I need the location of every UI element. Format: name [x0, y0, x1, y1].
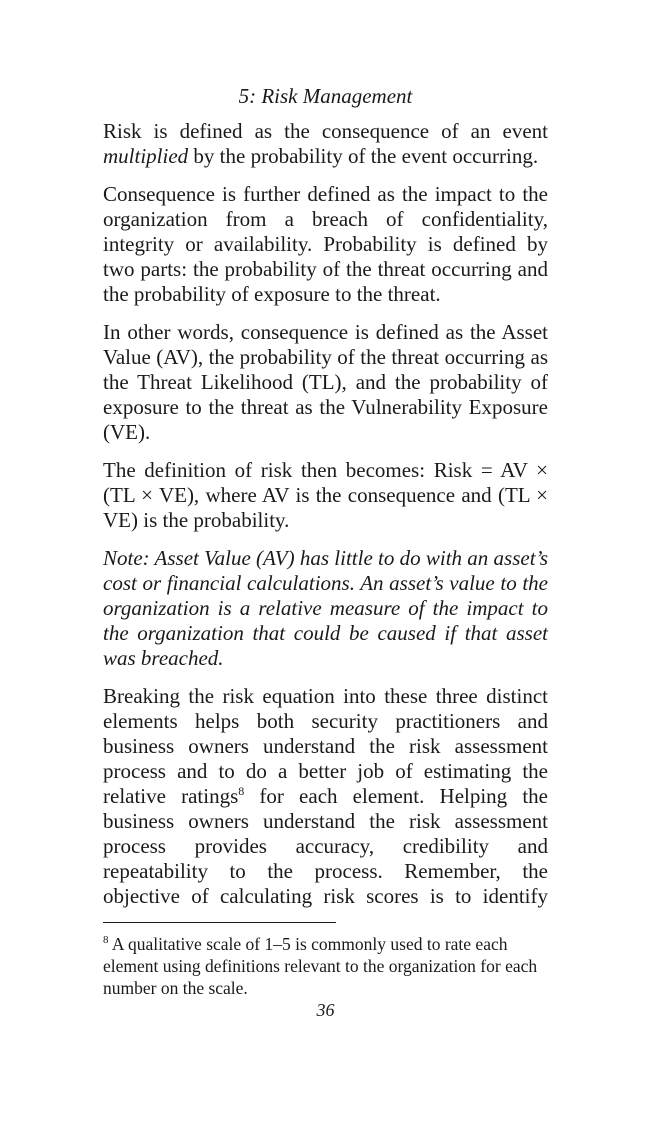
emphasis-multiplied: multiplied: [103, 144, 189, 168]
paragraph-risk-definition: [103, 119, 548, 169]
paragraph-other-words: In other words, consequence is defined as the Asset Value (AV), the probability of the threat occurring as the Threat Likelihood (TL), and the probability of exposure to the threat as the Vulnerability Exposure (VE).: [103, 320, 548, 444]
book-page: [103, 84, 548, 1021]
footnote-text: A qualitative scale of 1–5 is commonly used to rate each element using definitions relevant to the organization for each number on the scale.: [103, 934, 538, 998]
footnote-divider: [103, 922, 336, 923]
note-asset-value: Note: Asset Value (AV) has little to do with an asset’s cost or financial calculations. An asset’s value to the organization is a relative measure of the impact to the organization that could be caused if that asset was breached.: [103, 546, 548, 670]
paragraph-risk-equation: [103, 684, 548, 909]
footnote: [103, 933, 548, 999]
footnote-reference[interactable]: 8: [238, 784, 245, 798]
paragraph-text: for each element. Helping the business owners understand the risk assessment process provides accuracy, credibility and repeatability to the process. Remember, the objective of calculating risk scores is to identify: [103, 784, 548, 908]
paragraph-consequence: Consequence is further defined as the impact to the organization from a breach of confidentiality, integrity or availability. Probability is defined by two parts: the probability of the threat occurring and the probability of exposure to the threat.: [103, 182, 548, 306]
page-number: 36: [316, 1000, 335, 1020]
running-head: 5: Risk Management: [238, 84, 413, 108]
footnote-marker: 8: [103, 934, 109, 947]
paragraph-text: Risk is defined as the consequence of an event: [103, 119, 548, 143]
paragraph-text: by the probability of the event occurring.: [188, 144, 539, 168]
paragraph-text: Breaking the risk equation into these three distinct elements helps both security practitioners and business owners understand the risk assessment process and to do a better job of estimating the relative ratings: [103, 684, 548, 808]
paragraph-risk-formula: The definition of risk then becomes: Risk = AV × (TL × VE), where AV is the consequence and (TL × VE) is the probability.: [103, 458, 548, 532]
